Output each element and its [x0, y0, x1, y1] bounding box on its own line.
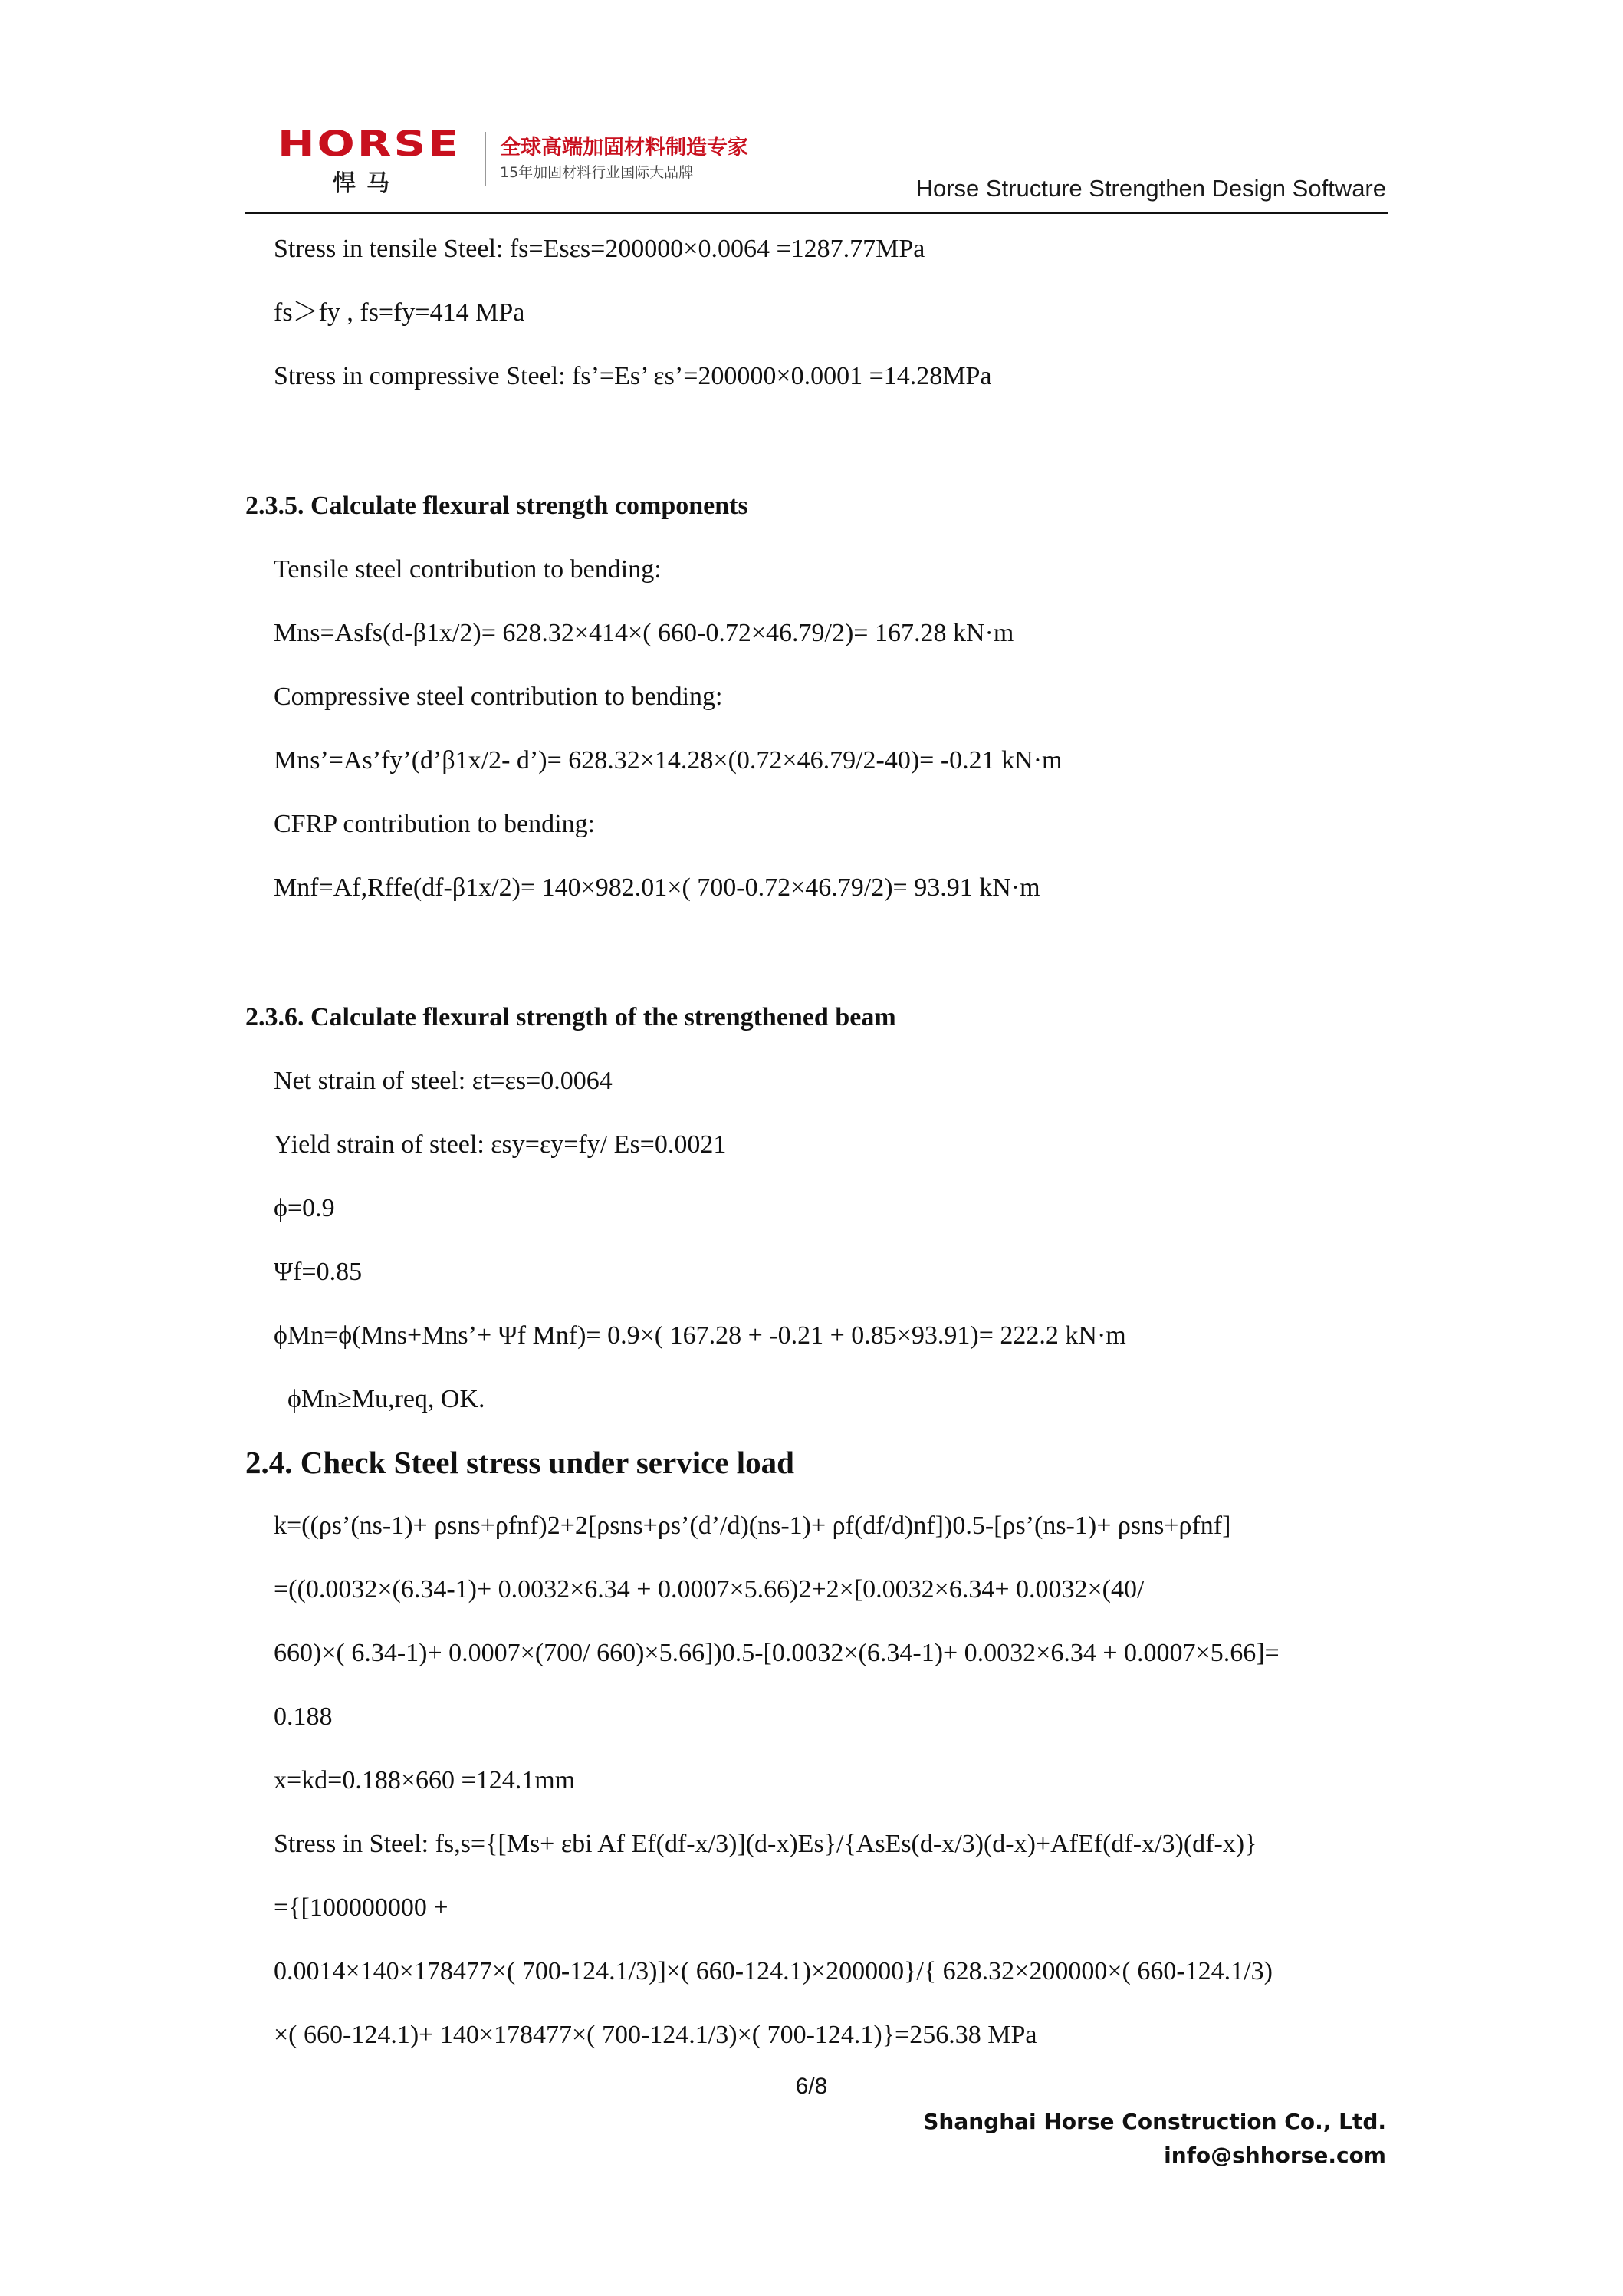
- section-heading: 2.3.5. Calculate flexural strength components: [245, 492, 748, 520]
- logo-chinese: 悍马: [333, 170, 400, 197]
- section-heading: 2.3.6. Calculate flexural strength of the strengthened beam: [245, 1003, 896, 1031]
- formula-line: 0.0014×140×178477×( 700-124.1/3)]×( 660-124.1)×200000}/{ 628.32×200000×( 660-124.1/3): [274, 1957, 1273, 1985]
- header-title: Horse Structure Strengthen Design Software: [915, 175, 1386, 202]
- footer-email: info@shhorse.com: [1164, 2143, 1386, 2168]
- formula-line: x=kd=0.188×660 =124.1mm: [274, 1766, 576, 1794]
- footer-company: Shanghai Horse Construction Co., Ltd.: [923, 2109, 1386, 2134]
- formula-line: Mnf=Af,Rffe(df-β1x/2)= 140×982.01×( 700-0.72×46.79/2)= 93.91 kN·m: [274, 873, 1040, 902]
- text-line: fs＞fy , fs=fy=414 MPa: [274, 298, 525, 327]
- formula-line: =((0.0032×(6.34-1)+ 0.0032×6.34 + 0.0007×5.66)2+2×[0.0032×6.34+ 0.0032×(40/: [274, 1575, 1145, 1604]
- formula-line: ϕMn≥Mu,req, OK.: [287, 1385, 485, 1413]
- formula-line: 0.188: [274, 1702, 333, 1731]
- formula-line: Stress in Steel: fs,s={[Ms+ εbi Af Ef(df-x/3)](d-x)Es}/{AsEs(d-x/3)(d-x)+AfEf(df-x/3)(df-x)}: [274, 1830, 1257, 1858]
- formula-line: k=((ρs’(ns-1)+ ρsns+ρfnf)2+2[ρsns+ρs’(d’/d)(ns-1)+ ρf(df/d)nf])0.5-[ρs’(ns-1)+ ρsns+ρfnf]: [274, 1511, 1231, 1540]
- text-line: Yield strain of steel: εsy=εy=fy/ Es=0.0021: [274, 1130, 727, 1159]
- horse-logo: [278, 123, 477, 197]
- formula-line: Mns’=As’fy’(d’β1x/2- d’)= 628.32×14.28×(0.72×46.79/2-40)= -0.21 kN·m: [274, 746, 1063, 775]
- formula-line: Ψf=0.85: [274, 1258, 363, 1286]
- logo-wordmark: HORSE: [278, 123, 461, 165]
- header-slogan-sub: 15年加固材料行业国际大品牌: [500, 164, 694, 181]
- formula-line: ={[100000000 +: [274, 1893, 448, 1922]
- section-heading-main: 2.4. Check Steel stress under service load: [245, 1445, 794, 1480]
- logo-divider: [485, 132, 486, 186]
- text-line: Stress in compressive Steel: fs’=Es’ εs’=200000×0.0001 =14.28MPa: [274, 362, 992, 390]
- formula-line: ϕ=0.9: [274, 1194, 335, 1222]
- formula-line: Mns=Asfs(d-β1x/2)= 628.32×414×( 660-0.72×46.79/2)= 167.28 kN·m: [274, 619, 1014, 647]
- formula-line: ϕMn=ϕ(Mns+Mns’+ Ψf Mnf)= 0.9×( 167.28 + -0.21 + 0.85×93.91)= 222.2 kN·m: [274, 1321, 1126, 1350]
- text-line: Tensile steel contribution to bending:: [274, 555, 662, 584]
- text-line: CFRP contribution to bending:: [274, 810, 596, 838]
- text-line: Stress in tensile Steel: fs=Esεs=200000×0.0064 =1287.77MPa: [274, 235, 925, 263]
- page-number: 6/8: [795, 2074, 828, 2099]
- text-line: Compressive steel contribution to bending:: [274, 683, 723, 711]
- formula-line: ×( 660-124.1)+ 140×178477×( 700-124.1/3)×( 700-124.1)}=256.38 MPa: [274, 2021, 1037, 2049]
- header-rule: [245, 212, 1388, 214]
- header-slogan: 全球高端加固材料制造专家: [500, 136, 748, 160]
- text-line: Net strain of steel: εt=εs=0.0064: [274, 1067, 613, 1095]
- formula-line: 660)×( 6.34-1)+ 0.0007×(700/ 660)×5.66])0.5-[0.0032×(6.34-1)+ 0.0032×6.34 + 0.0007×5.66]=: [274, 1639, 1280, 1667]
